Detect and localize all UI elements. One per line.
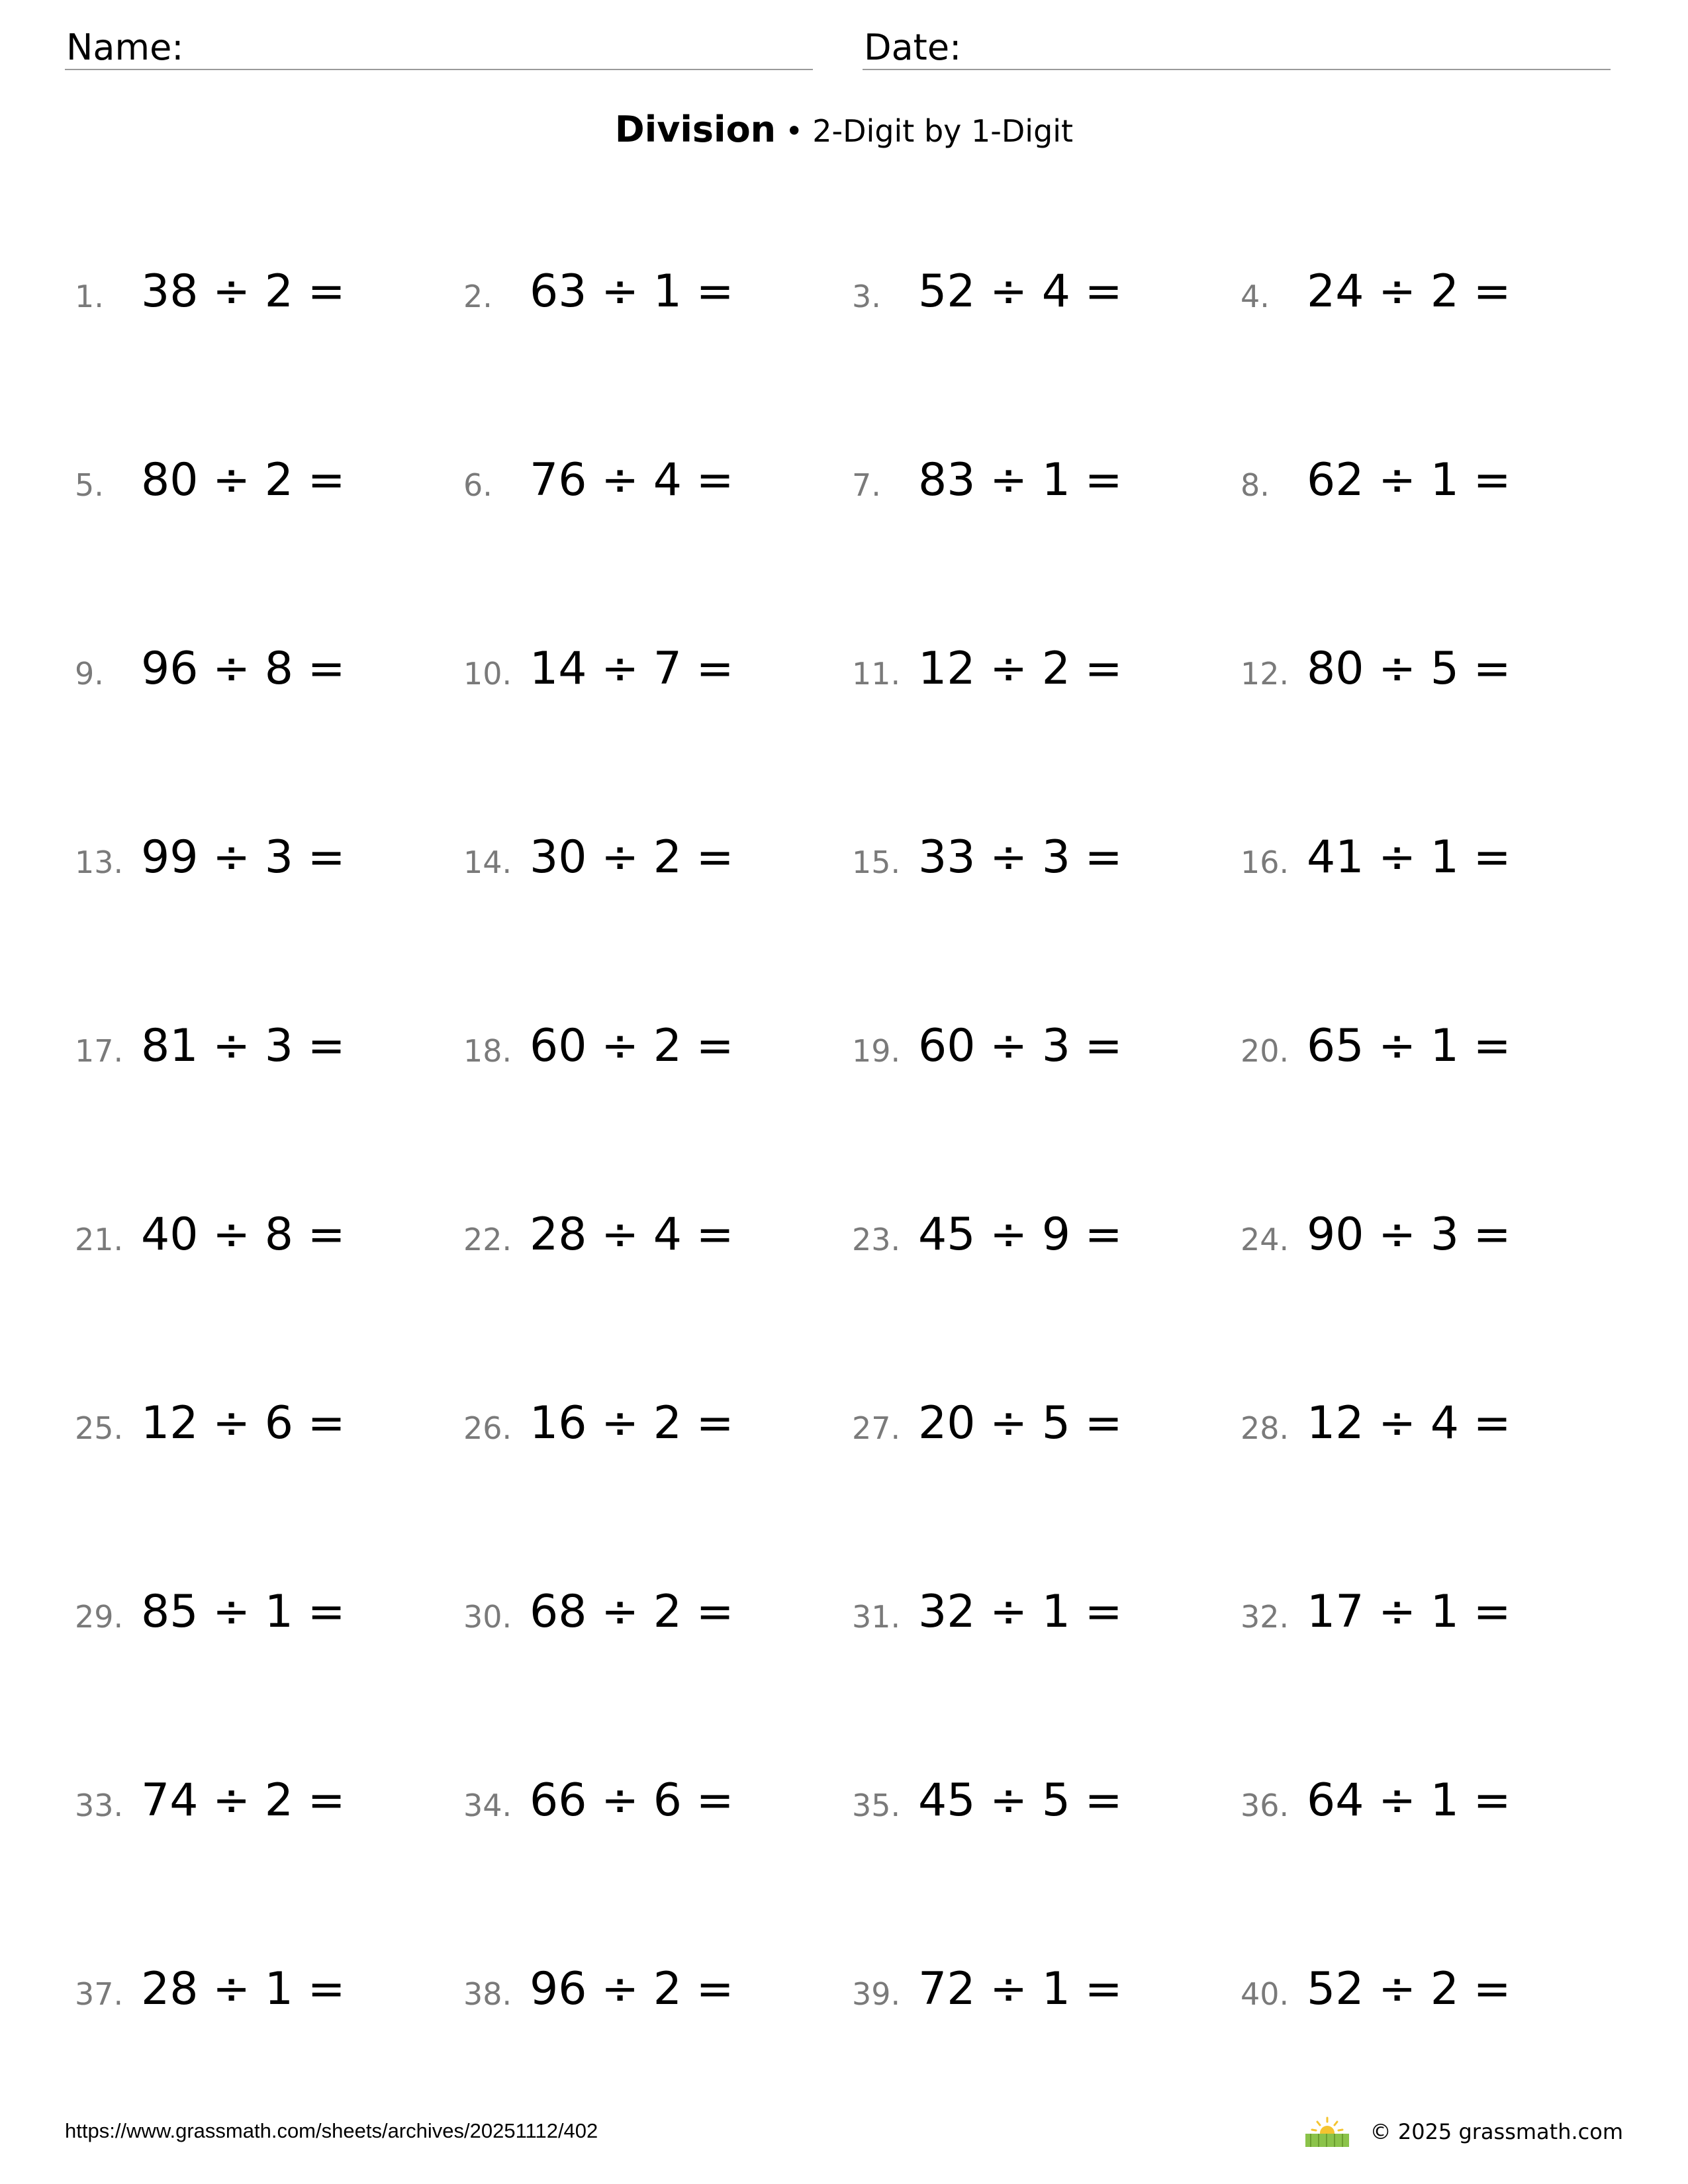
- problem-expression: 65 ÷ 1 =: [1307, 1020, 1511, 1072]
- problem-number: 13.: [75, 844, 124, 880]
- problem-expression: 38 ÷ 2 =: [141, 265, 346, 318]
- problem-number: 1.: [75, 279, 104, 314]
- problem-item: [75, 440, 445, 520]
- problem-item: [463, 1006, 834, 1085]
- problem-number: 6.: [463, 467, 492, 503]
- problem-expression: 41 ÷ 1 =: [1307, 831, 1511, 884]
- problem-item: [463, 1383, 834, 1463]
- problem-expression: 81 ÷ 3 =: [141, 1020, 346, 1072]
- problem-item: [1241, 440, 1611, 520]
- problem-expression: 85 ÷ 1 =: [141, 1586, 346, 1638]
- problem-item: [75, 1006, 445, 1085]
- problem-expression: 12 ÷ 4 =: [1307, 1397, 1511, 1449]
- problem-item: [1241, 1572, 1611, 1651]
- problem-number: 2.: [463, 279, 492, 314]
- problem-item: [1241, 1383, 1611, 1463]
- problem-item: [1241, 251, 1611, 331]
- grass-sun-logo-icon: [1304, 2115, 1350, 2148]
- footer-copyright: © 2025 grassmath.com: [1370, 2119, 1623, 2144]
- problem-number: 4.: [1241, 279, 1270, 314]
- problem-expression: 74 ÷ 2 =: [141, 1774, 346, 1827]
- problem-number: 35.: [852, 1788, 901, 1823]
- problem-item: [1241, 1760, 1611, 1840]
- problem-expression: 30 ÷ 2 =: [530, 831, 734, 884]
- problem-number: 17.: [75, 1033, 124, 1069]
- problem-number: 11.: [852, 656, 901, 692]
- problem-number: 25.: [75, 1410, 124, 1446]
- problem-item: [463, 629, 834, 708]
- problem-number: 36.: [1241, 1788, 1289, 1823]
- problem-item: [852, 1006, 1223, 1085]
- problem-item: [852, 817, 1223, 897]
- problem-item: [463, 251, 834, 331]
- problem-number: 23.: [852, 1222, 901, 1257]
- problem-number: 24.: [1241, 1222, 1289, 1257]
- problem-number: 39.: [852, 1976, 901, 2012]
- problem-expression: 96 ÷ 2 =: [530, 1963, 734, 2015]
- problem-number: 9.: [75, 656, 104, 692]
- problem-expression: 60 ÷ 3 =: [918, 1020, 1123, 1072]
- problem-expression: 83 ÷ 1 =: [918, 454, 1123, 506]
- problem-item: [463, 440, 834, 520]
- problem-item: [1241, 1949, 1611, 2028]
- problem-number: 33.: [75, 1788, 124, 1823]
- problem-expression: 64 ÷ 1 =: [1307, 1774, 1511, 1827]
- problem-number: 32.: [1241, 1599, 1289, 1635]
- problem-expression: 14 ÷ 7 =: [530, 643, 734, 695]
- problem-expression: 28 ÷ 4 =: [530, 1208, 734, 1261]
- problem-item: [852, 251, 1223, 331]
- problem-expression: 72 ÷ 1 =: [918, 1963, 1123, 2015]
- problem-item: [75, 629, 445, 708]
- problem-number: 10.: [463, 656, 512, 692]
- problem-number: 20.: [1241, 1033, 1289, 1069]
- problem-item: [852, 1572, 1223, 1651]
- problem-item: [463, 1572, 834, 1651]
- problem-expression: 20 ÷ 5 =: [918, 1397, 1123, 1449]
- problem-expression: 68 ÷ 2 =: [530, 1586, 734, 1638]
- problem-number: 34.: [463, 1788, 512, 1823]
- problem-number: 15.: [852, 844, 901, 880]
- problem-expression: 60 ÷ 2 =: [530, 1020, 734, 1072]
- problem-expression: 17 ÷ 1 =: [1307, 1586, 1511, 1638]
- name-label: Name:: [66, 26, 184, 68]
- problem-item: [75, 1383, 445, 1463]
- problem-item: [1241, 1195, 1611, 1274]
- problem-expression: 96 ÷ 8 =: [141, 643, 346, 695]
- problem-number: 31.: [852, 1599, 901, 1635]
- problem-expression: 90 ÷ 3 =: [1307, 1208, 1511, 1261]
- problem-expression: 12 ÷ 6 =: [141, 1397, 346, 1449]
- title-main: Division: [614, 109, 776, 150]
- problem-expression: 80 ÷ 2 =: [141, 454, 346, 506]
- problem-item: [463, 1195, 834, 1274]
- title-separator: •: [785, 113, 804, 149]
- problem-expression: 33 ÷ 3 =: [918, 831, 1123, 884]
- problem-expression: 45 ÷ 5 =: [918, 1774, 1123, 1827]
- date-label: Date:: [864, 26, 962, 68]
- problem-number: 8.: [1241, 467, 1270, 503]
- problem-item: [852, 1760, 1223, 1840]
- problem-item: [852, 1195, 1223, 1274]
- problem-number: 3.: [852, 279, 881, 314]
- problem-number: 12.: [1241, 656, 1289, 692]
- problem-item: [75, 817, 445, 897]
- problem-item: [75, 1949, 445, 2028]
- problem-number: 19.: [852, 1033, 901, 1069]
- problem-item: [75, 251, 445, 331]
- problem-expression: 12 ÷ 2 =: [918, 643, 1123, 695]
- problem-expression: 32 ÷ 1 =: [918, 1586, 1123, 1638]
- problem-number: 27.: [852, 1410, 901, 1446]
- problem-number: 30.: [463, 1599, 512, 1635]
- problem-number: 26.: [463, 1410, 512, 1446]
- footer-brand: [1304, 2115, 1623, 2148]
- problem-number: 21.: [75, 1222, 124, 1257]
- problem-expression: 24 ÷ 2 =: [1307, 265, 1511, 318]
- problem-item: [75, 1760, 445, 1840]
- problem-item: [1241, 629, 1611, 708]
- problem-item: [75, 1195, 445, 1274]
- problem-number: 5.: [75, 467, 104, 503]
- problem-item: [852, 1949, 1223, 2028]
- problem-number: 29.: [75, 1599, 124, 1635]
- problem-number: 22.: [463, 1222, 512, 1257]
- problem-item: [463, 1760, 834, 1840]
- problem-number: 40.: [1241, 1976, 1289, 2012]
- problem-item: [852, 1383, 1223, 1463]
- problem-item: [463, 1949, 834, 2028]
- problem-number: 18.: [463, 1033, 512, 1069]
- problem-expression: 80 ÷ 5 =: [1307, 643, 1511, 695]
- problem-item: [463, 817, 834, 897]
- title-subtitle: 2-Digit by 1-Digit: [812, 113, 1074, 149]
- problem-expression: 45 ÷ 9 =: [918, 1208, 1123, 1261]
- problem-number: 28.: [1241, 1410, 1289, 1446]
- problem-item: [75, 1572, 445, 1651]
- problem-expression: 40 ÷ 8 =: [141, 1208, 346, 1261]
- problem-expression: 28 ÷ 1 =: [141, 1963, 346, 2015]
- problem-expression: 62 ÷ 1 =: [1307, 454, 1511, 506]
- problem-number: 16.: [1241, 844, 1289, 880]
- problem-expression: 16 ÷ 2 =: [530, 1397, 734, 1449]
- problem-item: [1241, 1006, 1611, 1085]
- problem-expression: 52 ÷ 4 =: [918, 265, 1123, 318]
- problem-item: [852, 440, 1223, 520]
- problem-expression: 76 ÷ 4 =: [530, 454, 734, 506]
- problem-item: [852, 629, 1223, 708]
- problem-expression: 66 ÷ 6 =: [530, 1774, 734, 1827]
- problem-number: 14.: [463, 844, 512, 880]
- problem-number: 37.: [75, 1976, 124, 2012]
- problem-number: 7.: [852, 467, 881, 503]
- footer-url: https://www.grassmath.com/sheets/archives/20251112/402: [65, 2119, 598, 2142]
- problem-number: 38.: [463, 1976, 512, 2012]
- problem-expression: 52 ÷ 2 =: [1307, 1963, 1511, 2015]
- problem-expression: 99 ÷ 3 =: [141, 831, 346, 884]
- problem-expression: 63 ÷ 1 =: [530, 265, 734, 318]
- problem-item: [1241, 817, 1611, 897]
